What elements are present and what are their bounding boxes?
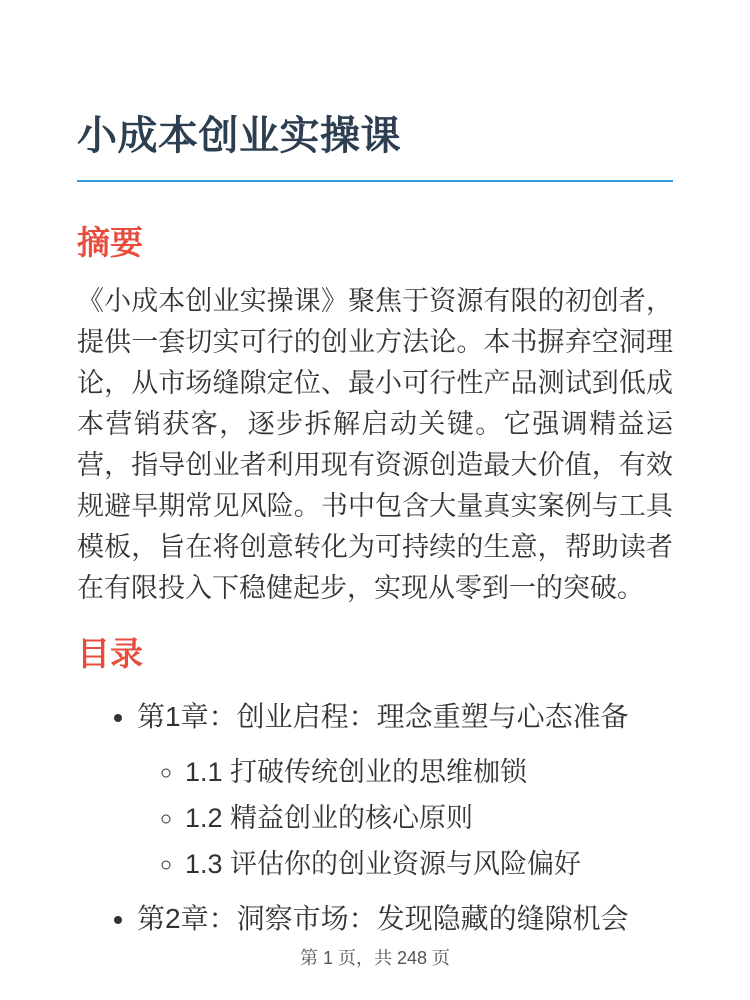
toc-list xyxy=(77,696,673,939)
toc-chapter-label: 第1章：创业启程：理念重塑与心态准备 xyxy=(137,700,629,732)
toc-chapter-label: 第2章：洞察市场：发现隐藏的缝隙机会 xyxy=(137,902,629,934)
toc-heading: 目录 xyxy=(77,634,143,672)
toc-section-label: 1.1 打破传统创业的思维枷锁 xyxy=(185,756,528,787)
toc-chapter-1-sections xyxy=(137,753,673,884)
toc-section-1-1 xyxy=(185,753,673,792)
toc-section-1-2 xyxy=(185,799,673,838)
toc-chapter-2 xyxy=(137,898,673,939)
page-title: 小成本创业实操课 xyxy=(77,114,401,158)
summary-heading: 摘要 xyxy=(77,224,143,261)
toc-section-label: 1.3 评估你的创业资源与风险偏好 xyxy=(185,848,582,879)
toc-section-1-3 xyxy=(185,845,673,884)
summary-paragraph: 《小成本创业实操课》聚焦于资源有限的初创者，提供一套切实可行的创业方法论。本书摒弃空洞理论，从市场缝隙定位、最小可行性产品测试到低成本营销获客，逐步拆解启动关键。它强调精益运营，指导创业者利用现有资源创造最大价值，有效规避早期常见风险。书中包含大量真实案例与工具模板，旨在将创意转化为可持续的生意，帮助读者在有限投入下稳健起步，实现从零到一的突破。 xyxy=(77,285,673,603)
toc-section-label: 1.2 精益创业的核心原则 xyxy=(185,802,474,833)
title-divider xyxy=(77,180,673,182)
toc-chapter-1 xyxy=(137,696,673,884)
page-footer: 第 1 页，共 248 页 xyxy=(299,948,451,968)
